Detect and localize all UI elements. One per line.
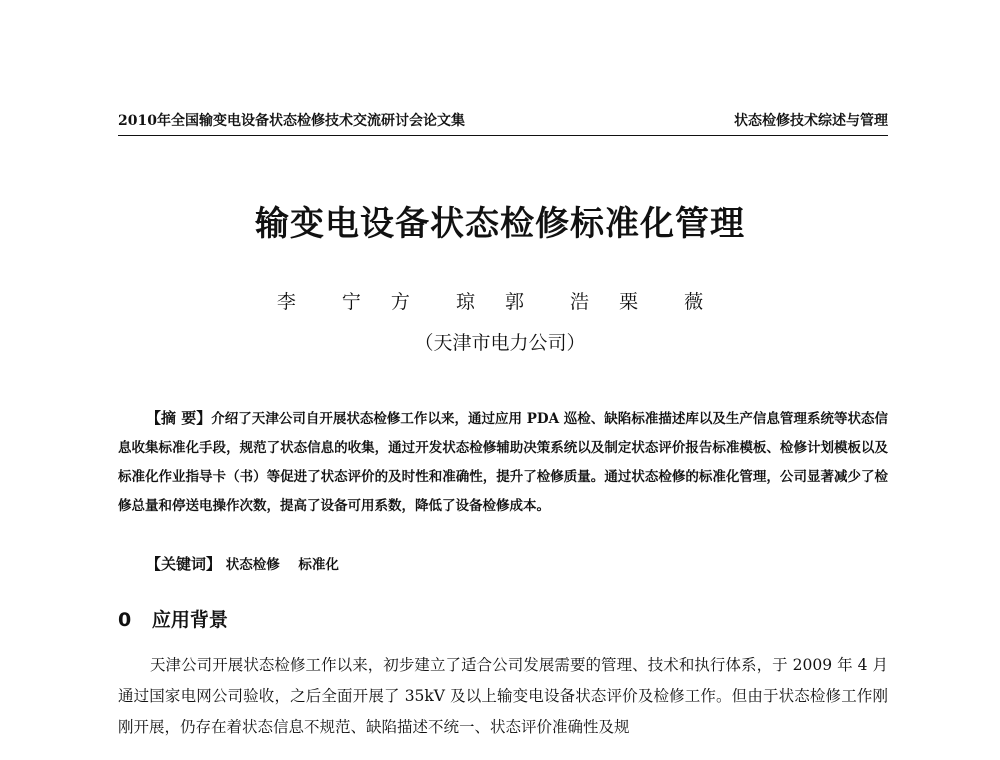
abstract-text: 介绍了天津公司自开展状态检修工作以来，通过应用 PDA 巡检、缺陷标准描述库以及生产信息管理系统等状态信息收集标准化手段，规范了状态信息的收集，通过开发状态检修辅助决策系统以及制定状态评价报告标准模板、检修计划模板以及标准化作业指导卡（书）等促进了状态评价的及时性和准确性，提升了检修质量。通过状态检修的标准化管理，公司显著减少了检修总量和停送电操作次数，提高了设备可用系数，降低了设备检修成本。 bbox=[118, 411, 888, 514]
keywords bbox=[146, 553, 353, 574]
running-header bbox=[118, 111, 888, 136]
keyword-2: 标准化 bbox=[298, 557, 339, 573]
section-number: 0 bbox=[118, 609, 132, 631]
abstract bbox=[118, 404, 888, 521]
body-paragraph: 天津公司开展状态检修工作以来，初步建立了适合公司发展需要的管理、技术和执行体系，于 2009 年 4 月通过国家电网公司验收，之后全面开展了 35kV 及以上输变电设备状态评价及检修工作。但由于状态检修工作刚刚开展，仍存在着状态信息不规范、缺陷描述不统一、状态评价准确性及规 bbox=[118, 656, 888, 736]
author-affiliation: （天津市电力公司） bbox=[414, 332, 586, 354]
author-3: 郭 浩 bbox=[505, 291, 610, 313]
author-list bbox=[0, 287, 1000, 314]
keyword-1: 状态检修 bbox=[225, 557, 280, 573]
section-heading bbox=[118, 605, 228, 632]
body-text bbox=[118, 650, 888, 743]
header-section-title: 状态检修技术综述与管理 bbox=[734, 113, 888, 129]
paper-title: 输变电设备状态检修标准化管理 bbox=[255, 204, 745, 244]
author-4: 栗 薇 bbox=[619, 291, 724, 313]
keywords-label: 【关键词】 bbox=[146, 555, 222, 573]
header-proceedings-title: 2010年全国输变电设备状态检修技术交流研讨会论文集 bbox=[118, 113, 465, 129]
section-title: 应用背景 bbox=[151, 609, 228, 631]
abstract-label: 【摘 要】 bbox=[146, 409, 212, 427]
author-1: 李 宁 bbox=[276, 291, 381, 313]
author-2: 方 琼 bbox=[390, 291, 495, 313]
